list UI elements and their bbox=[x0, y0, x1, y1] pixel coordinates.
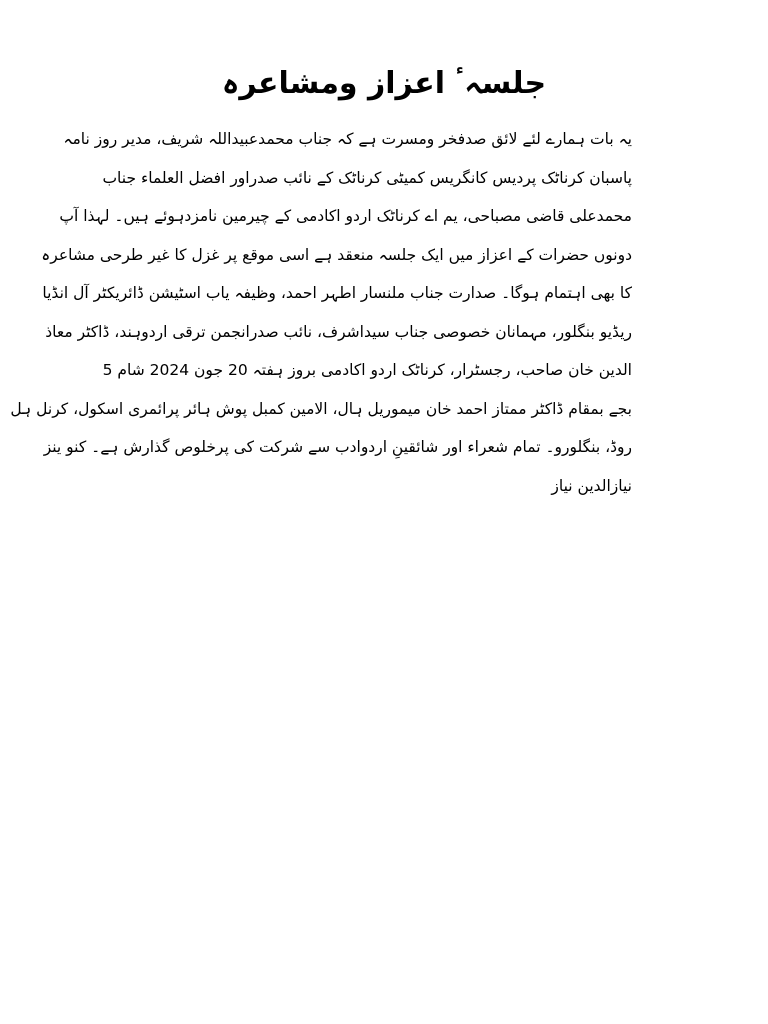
document-body bbox=[10, 120, 632, 505]
body-line: بجے بمقام ڈاکٹر ممتاز احمد خان میموریل ہال، الامین کمبل پوش ہائر پرائمری اسکول، کرنل ہل bbox=[10, 399, 632, 418]
body-line: پاسبان کرناٹک پردیس کانگریس کمیٹی کرناٹک کے نائب صدراور افضل العلماء جناب bbox=[102, 168, 632, 187]
convener-signature: نیازالدین نیاز bbox=[551, 476, 632, 495]
body-line: دونوں حضرات کے اعزاز میں ایک جلسہ منعقد ہے اسی موقع پر غزل کا غیر طرحی مشاعرہ bbox=[41, 245, 632, 264]
body-line: الدین خان صاحب، رجسٹرار، کرناٹک اردو اکادمی بروز ہفتہ 20 جون 2024 شام 5 bbox=[102, 361, 632, 379]
body-line: کا بھی اہتمام ہوگا۔ صدارت جناب ملنسار اطہر احمد، وظیفہ یاب اسٹیشن ڈائریکٹر آل انڈیا bbox=[42, 284, 632, 302]
body-line: محمدعلی قاضی مصباحی، یم اے کرناٹک اردو اکادمی کے چیرمین نامزدہوئے ہیں۔ لہذا آپ bbox=[59, 207, 632, 225]
document-title: جلسہٴ اعزاز ومشاعرہ bbox=[221, 66, 547, 101]
body-line: یہ بات ہمارے لئے لائق صدفخر ومسرت ہے کہ جناب محمدعبیداللہ شریف، مدیر روز نامہ bbox=[63, 130, 632, 148]
body-line: ریڈیو بنگلور، مہمانان خصوصی جناب سیداشرف، نائب صدرانجمن ترقی اردوہند، ڈاکٹر معاذ bbox=[45, 322, 632, 341]
body-line: روڈ، بنگلورو۔ تمام شعراء اور شائقینِ اردوادب سے شرکت کی پرخلوص گذارش ہے۔ کنو ینز bbox=[43, 438, 632, 456]
